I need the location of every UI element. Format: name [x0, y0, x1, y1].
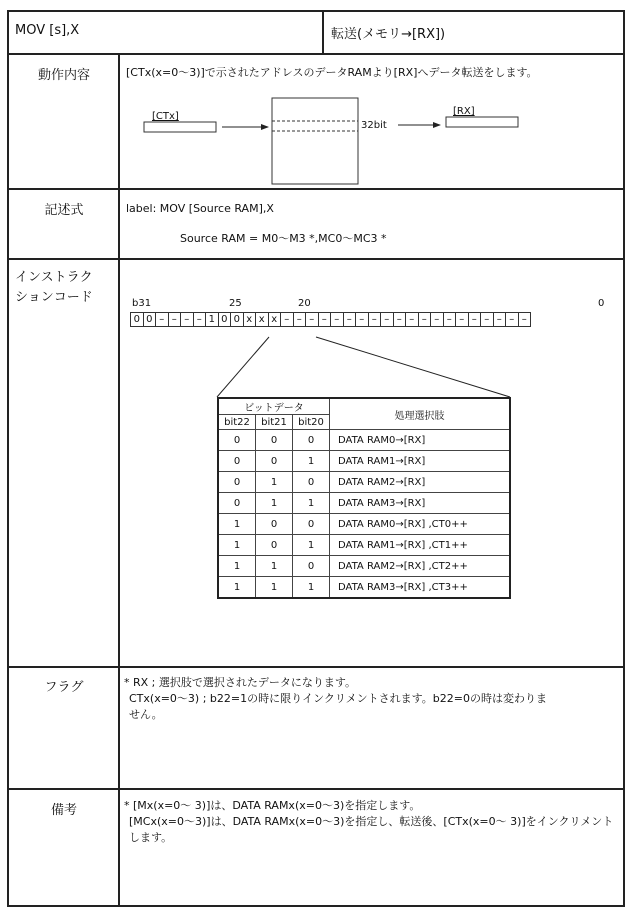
option-description: DATA RAM2→[RX] ,CT2++ — [330, 556, 511, 577]
bit-cell-1: – — [505, 312, 519, 327]
bit-cell-9: – — [405, 312, 419, 327]
bit-cell-20: x — [268, 312, 282, 327]
bit-cell-25: 1 — [205, 312, 219, 327]
bit-cell-0: – — [518, 312, 532, 327]
bit-cell-18: – — [293, 312, 307, 327]
bit20-value: 0 — [293, 472, 330, 493]
instruction-description: 転送(メモリ→[RX]) — [331, 27, 446, 42]
option-description: DATA RAM0→[RX] ,CT0++ — [330, 514, 511, 535]
option-description: DATA RAM3→[RX] — [330, 493, 511, 514]
remarks-line3: します。 — [129, 831, 173, 844]
bit21-value: 1 — [256, 577, 293, 599]
bit21-value: 0 — [256, 535, 293, 556]
bit20-value: 1 — [293, 535, 330, 556]
bit20-value: 0 — [293, 430, 330, 451]
syntax-line1: label: MOV [Source RAM],X — [126, 202, 274, 215]
bit-cell-4: – — [468, 312, 482, 327]
bit-cell-28: – — [168, 312, 182, 327]
bit20-value: 0 — [293, 556, 330, 577]
remarks-label: 備考 — [50, 803, 77, 818]
bit-cell-5: – — [455, 312, 469, 327]
bit-cell-19: – — [280, 312, 294, 327]
flags-line3: せん。 — [129, 708, 163, 721]
instruction-bit-field — [131, 312, 531, 327]
bit-cell-21: x — [255, 312, 269, 327]
bit-cell-26: – — [193, 312, 207, 327]
bit-cell-22: x — [243, 312, 257, 327]
flags-label: フラグ — [44, 680, 84, 695]
bit-cell-8: – — [418, 312, 432, 327]
option-row — [218, 472, 510, 493]
bit-cell-6: – — [443, 312, 457, 327]
bit22-value: 0 — [218, 430, 256, 451]
connector-left — [217, 337, 269, 397]
bit-label-31: b31 — [132, 298, 152, 309]
bit-cell-23: 0 — [230, 312, 244, 327]
bit-cell-31: 0 — [130, 312, 144, 327]
option-description: DATA RAM1→[RX] — [330, 451, 511, 472]
bit20-value: 1 — [293, 493, 330, 514]
operation-text: [CTx(x=0〜3)]で示されたアドレスのデータRAMより[RX]へデータ転送をします。 — [126, 66, 538, 79]
operation-label: 動作内容 — [37, 68, 90, 83]
bit-option-table — [217, 397, 511, 599]
bit-cell-29: – — [155, 312, 169, 327]
width-label: 32bit — [361, 120, 387, 131]
option-description: DATA RAM3→[RX] ,CT3++ — [330, 577, 511, 599]
bit-cell-10: – — [393, 312, 407, 327]
option-row — [218, 493, 510, 514]
bit21-value: 0 — [256, 430, 293, 451]
selection-header: 処理選択肢 — [330, 398, 511, 430]
data-ram-box — [272, 98, 358, 184]
ctx-label: [CTx] — [152, 111, 179, 122]
option-description: DATA RAM0→[RX] — [330, 430, 511, 451]
bit21-value: 0 — [256, 514, 293, 535]
bit-cell-2: – — [493, 312, 507, 327]
bit22-value: 0 — [218, 472, 256, 493]
bit21-value: 1 — [256, 472, 293, 493]
bit-cell-30: 0 — [143, 312, 157, 327]
option-row — [218, 577, 510, 599]
col-bit21: bit21 — [256, 415, 293, 430]
option-row — [218, 451, 510, 472]
bit21-value: 0 — [256, 451, 293, 472]
bit22-value: 1 — [218, 577, 256, 599]
instruction-code-label-line2: ションコード — [15, 290, 93, 305]
bit-cell-27: – — [180, 312, 194, 327]
bit22-value: 1 — [218, 556, 256, 577]
bit22-value: 0 — [218, 451, 256, 472]
bit20-value: 0 — [293, 514, 330, 535]
instruction-code-label-line1: インストラク — [15, 270, 93, 285]
remarks-line1: * [Mx(x=0〜 3)]は、DATA RAMx(x=0〜3)を指定します。 — [124, 799, 421, 812]
mnemonic: MOV [s],X — [15, 23, 80, 38]
bit22-value: 1 — [218, 535, 256, 556]
option-row — [218, 430, 510, 451]
bit-cell-11: – — [380, 312, 394, 327]
option-description: DATA RAM1→[RX] ,CT1++ — [330, 535, 511, 556]
bit-cell-15: – — [330, 312, 344, 327]
option-row — [218, 556, 510, 577]
bit-cell-24: 0 — [218, 312, 232, 327]
option-description: DATA RAM2→[RX] — [330, 472, 511, 493]
bit21-value: 1 — [256, 556, 293, 577]
bit21-value: 1 — [256, 493, 293, 514]
bit-cell-7: – — [430, 312, 444, 327]
option-row — [218, 514, 510, 535]
bit-cell-17: – — [305, 312, 319, 327]
bit-cell-3: – — [480, 312, 494, 327]
bit-cell-16: – — [318, 312, 332, 327]
connector-right — [316, 337, 510, 397]
bit-cell-12: – — [368, 312, 382, 327]
col-bit22: bit22 — [218, 415, 256, 430]
flags-line2: CTx(x=0〜3) ; b22=1の時に限りインクリメントされます。b22=0の時は変わりま — [129, 692, 547, 705]
syntax-line2: Source RAM = M0〜M3 *,MC0〜MC3 * — [180, 232, 387, 245]
bit-label-0: 0 — [598, 298, 605, 309]
bit-data-header: ビットデータ — [218, 398, 330, 415]
bit22-value: 0 — [218, 493, 256, 514]
remarks-line2: [MCx(x=0〜3)]は、DATA RAMx(x=0〜3)を指定し、転送後、[CTx(x=0〜 3)]をインクリメント — [129, 815, 614, 828]
bit-label-20: 20 — [298, 298, 311, 309]
bit20-value: 1 — [293, 577, 330, 599]
bit22-value: 1 — [218, 514, 256, 535]
option-row — [218, 535, 510, 556]
bit-label-25: 25 — [229, 298, 242, 309]
rx-label: [RX] — [453, 106, 475, 117]
syntax-label: 記述式 — [44, 203, 84, 218]
bit20-value: 1 — [293, 451, 330, 472]
flags-line1: * RX ; 選択肢で選択されたデータになります。 — [124, 676, 356, 689]
bit-cell-13: – — [355, 312, 369, 327]
bit-cell-14: – — [343, 312, 357, 327]
col-bit20: bit20 — [293, 415, 330, 430]
